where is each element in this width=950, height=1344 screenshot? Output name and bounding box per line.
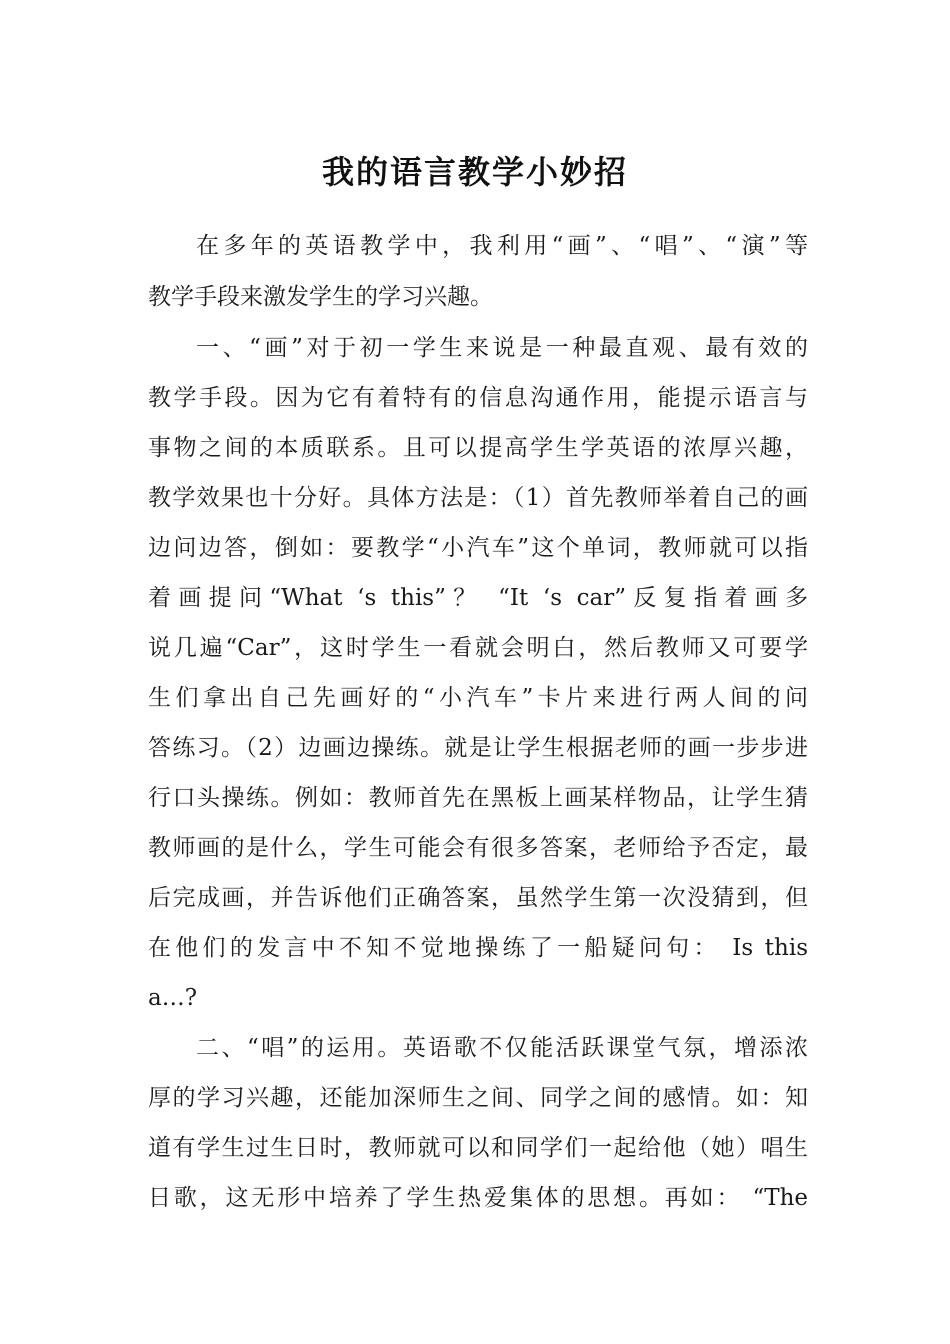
paragraph-line: 事物之间的本质联系。且可以提高学生学英语的浓厚兴趣， — [148, 435, 808, 461]
paragraph-line: 行口头操练。例如：教师首先在黑板上画某样物品，让学生猜 — [148, 785, 808, 811]
paragraph-line: 后完成画，并告诉他们正确答案，虽然学生第一次没猜到，但 — [148, 885, 808, 911]
paragraph-line: a…? — [148, 985, 198, 1011]
paragraph-line: 在多年的英语教学中，我利用“画”、“唱”、“演”等 — [196, 233, 808, 259]
paragraph-line: 说几遍“Car”，这时学生一看就会明白，然后教师又可要学 — [148, 635, 808, 661]
paragraph-line: 教学手段。因为它有着特有的信息沟通作用，能提示语言与 — [148, 385, 808, 411]
document-title: 我的语言教学小妙招 — [321, 153, 628, 191]
paragraph-line: 边问边答，倒如：要教学“小汽车”这个单词，教师就可以指 — [148, 535, 808, 561]
paragraph-line: 日歌，这无形中培养了学生热爱集体的思想。再如： “The — [148, 1185, 808, 1211]
paragraph-line: 教师画的是什么，学生可能会有很多答案，老师给予否定，最 — [148, 835, 808, 861]
paragraph-line: 生们拿出自己先画好的“小汽车”卡片来进行两人间的问 — [148, 685, 808, 711]
paragraph-line: 厚的学习兴趣，还能加深师生之间、同学之间的感情。如：知 — [148, 1085, 808, 1111]
paragraph-line: 在他们的发言中不知不觉地操练了一船疑问句： Is this — [148, 935, 808, 961]
paragraph-line: 教学手段来激发学生的学习兴趣。 — [148, 284, 493, 310]
paragraph-line: 二、“唱”的运用。英语歌不仅能活跃课堂气氛，增添浓 — [196, 1035, 808, 1061]
paragraph-line: 答练习。（2）边画边操练。就是让学生根据老师的画一步步进 — [148, 735, 808, 761]
paragraph-line: 教学效果也十分好。具体方法是：（1）首先教师举着自己的画 — [148, 485, 808, 511]
paragraph-line: 一、“画”对于初一学生来说是一种最直观、最有效的 — [196, 335, 808, 361]
paragraph-line: 着画提问“What ‘s this”？ “It ‘s car”反复指着画多 — [148, 585, 808, 611]
paragraph-line: 道有学生过生日时，教师就可以和同学们一起给他（她）唱生 — [148, 1135, 808, 1161]
